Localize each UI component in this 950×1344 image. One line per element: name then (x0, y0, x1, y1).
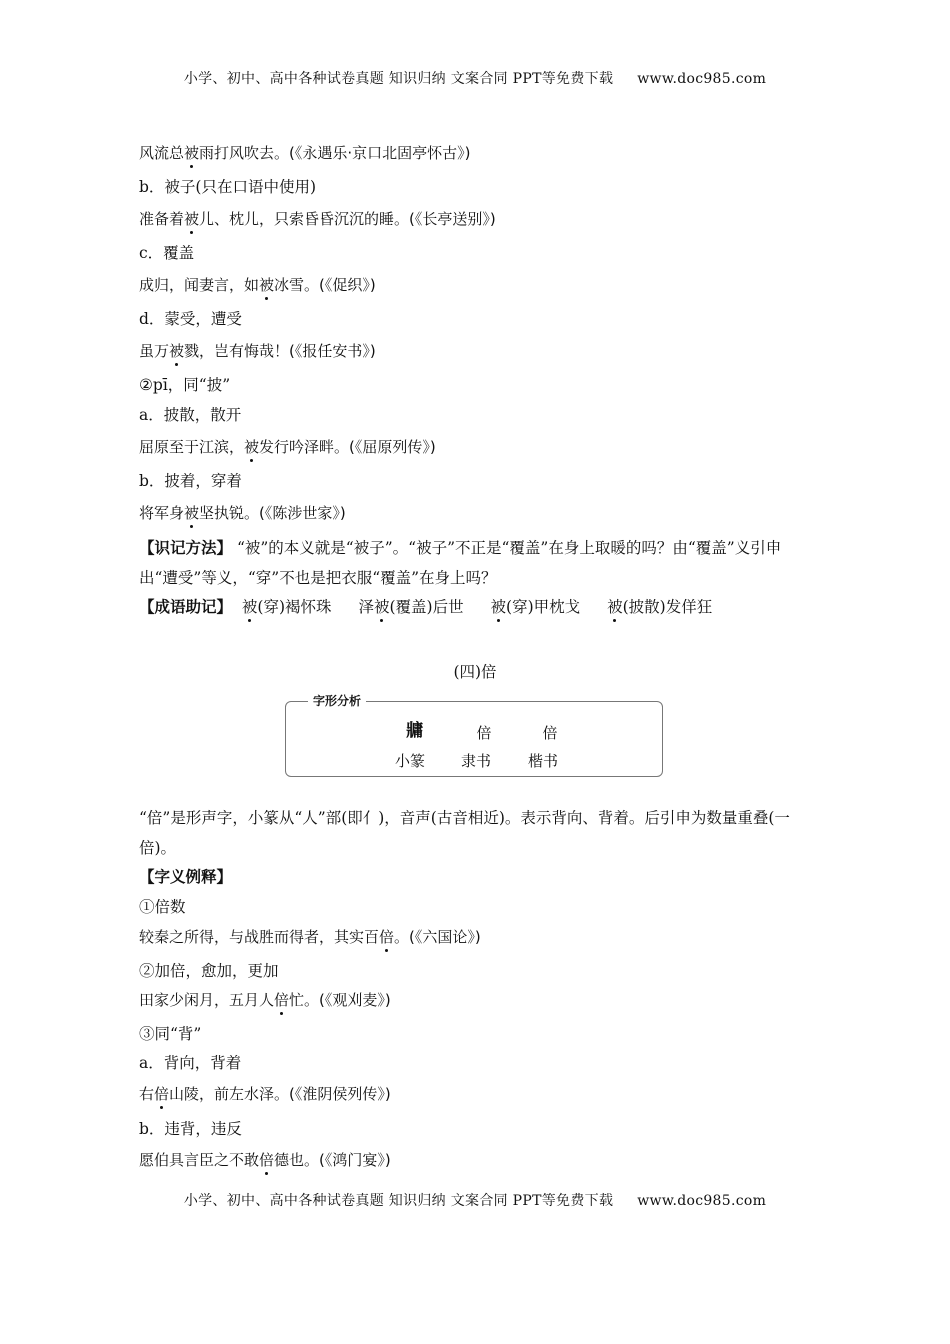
example-line (139, 502, 346, 524)
example-text: 坚执锐。(《陈涉世家》) (199, 504, 346, 522)
example-line (139, 142, 471, 164)
emphasis-char: 被 (607, 598, 623, 616)
example-text: 准备着 (139, 210, 185, 228)
idiom-item: 被(披散)发佯狂 (607, 598, 713, 616)
page-footer (0, 1190, 950, 1210)
examples-label: 【字义例释】 (139, 868, 233, 886)
seal-script-glyph: 牅 (406, 721, 422, 741)
example-text: 发行吟泽畔。(《屈原列传》) (259, 438, 436, 456)
glyph-analysis-box (285, 694, 663, 777)
example-line (139, 208, 496, 230)
idiom-line (139, 596, 734, 618)
example-text: 山陵，前左水泽。(《淮阴侯列传》) (169, 1085, 391, 1103)
sense-label: c．覆盖 (139, 244, 195, 262)
example-line (139, 989, 391, 1011)
footer-url[interactable]: www.doc985.com (637, 1193, 767, 1209)
emphasis-char: 被 (241, 598, 258, 616)
analysis-paragraph: “倍”是形声字，小篆从“人”部(即亻)，音声(古音相近)。表示背向、背着。后引申为数量重叠(一倍)。 (139, 809, 790, 857)
regular-script-label: 楷书 (527, 752, 558, 770)
example-text: 愿伯具言臣之不敢 (139, 1151, 260, 1169)
example-text: 风流总 (139, 144, 185, 162)
emphasis-char: 被 (184, 144, 200, 162)
emphasis-char: 被 (259, 276, 275, 294)
emphasis-char: 被 (373, 598, 390, 616)
example-text: 忙。(《观刈麦》) (289, 991, 391, 1009)
idiom-item: 被(穿)甲枕戈 (490, 598, 581, 616)
sense-label: b．违背，违反 (139, 1120, 242, 1138)
example-line (139, 1149, 391, 1171)
memory-text: “被”的本义就是“被子”。“被子”不正是“覆盖”在身上取暖的吗？由“覆盖”义引申出“遭受”等义，“穿”不也是把衣服“覆盖”在身上吗？ (139, 539, 782, 587)
example-line (139, 926, 481, 948)
sense-label: b．披着，穿着 (139, 472, 242, 490)
memory-label: 【识记方法】 (139, 539, 233, 557)
example-text: 戮，岂有悔哉！(《报任安书》) (184, 342, 376, 360)
example-text: 虽万 (139, 342, 170, 360)
box-label: 字形分析 (308, 692, 366, 709)
sense-label: ①倍数 (139, 898, 186, 916)
example-text: 雨打风吹去。(《永遇乐·京口北固亭怀古》) (199, 144, 471, 162)
example-text: 较秦之所得，与战胜而得者，其实百 (139, 928, 380, 946)
page-header (0, 68, 950, 88)
example-text: 。(《六国论》) (394, 928, 481, 946)
emphasis-char: 倍 (379, 928, 395, 946)
emphasis-char: 倍 (154, 1085, 170, 1103)
example-line (139, 340, 376, 362)
examples-heading (139, 866, 232, 888)
example-text: 将军身 (139, 504, 185, 522)
clerical-script-glyph: 倍 (476, 724, 492, 742)
example-line (139, 1083, 391, 1105)
example-text: 屈原至于江滨， (139, 438, 245, 456)
sense-label: a．背向，背着 (139, 1054, 242, 1072)
header-text: 小学、初中、高中各种试卷真题 知识归纳 文案合同 PPT等免费下载 (183, 71, 614, 87)
emphasis-char: 被 (244, 438, 260, 456)
emphasis-char: 倍 (259, 1151, 275, 1169)
regular-script-glyph: 倍 (542, 724, 558, 742)
idiom-label: 【成语助记】 (139, 598, 233, 616)
sense-label: ③同“背” (139, 1025, 202, 1043)
emphasis-char: 被 (490, 598, 507, 616)
sense-label: a．披散，散开 (139, 406, 242, 424)
sense-label: b．被子(只在口语中使用) (139, 178, 317, 196)
idiom-item: 泽被(覆盖)后世 (358, 598, 464, 616)
example-text: 右 (139, 1085, 155, 1103)
example-line (139, 274, 376, 296)
emphasis-char: 被 (184, 210, 200, 228)
sense-label: ②pī，同“披” (139, 376, 231, 394)
clerical-script-label: 隶书 (460, 752, 491, 770)
sense-label: ②加倍，愈加，更加 (139, 962, 279, 980)
emphasis-char: 倍 (274, 991, 290, 1009)
seal-script-label: 小篆 (394, 752, 425, 770)
example-text: 冰雪。(《促织》) (274, 276, 376, 294)
example-text: 儿、枕儿，只索昏昏沉沉的睡。(《长亭送别》) (199, 210, 496, 228)
footer-text: 小学、初中、高中各种试卷真题 知识归纳 文案合同 PPT等免费下载 (183, 1193, 614, 1209)
memory-method (139, 533, 813, 593)
example-text: 成归，闻妻言，如 (139, 276, 260, 294)
example-text: 德也。(《鸿门宴》) (274, 1151, 391, 1169)
emphasis-char: 被 (169, 342, 185, 360)
emphasis-char: 被 (184, 504, 200, 522)
header-url[interactable]: www.doc985.com (637, 71, 767, 87)
example-text: 田家少闲月，五月人 (139, 991, 275, 1009)
example-line (139, 436, 436, 458)
sense-label: d．蒙受，遭受 (139, 310, 242, 328)
section-title: (四)倍 (453, 663, 497, 681)
idiom-item: 被(穿)褐怀珠 (241, 598, 332, 616)
